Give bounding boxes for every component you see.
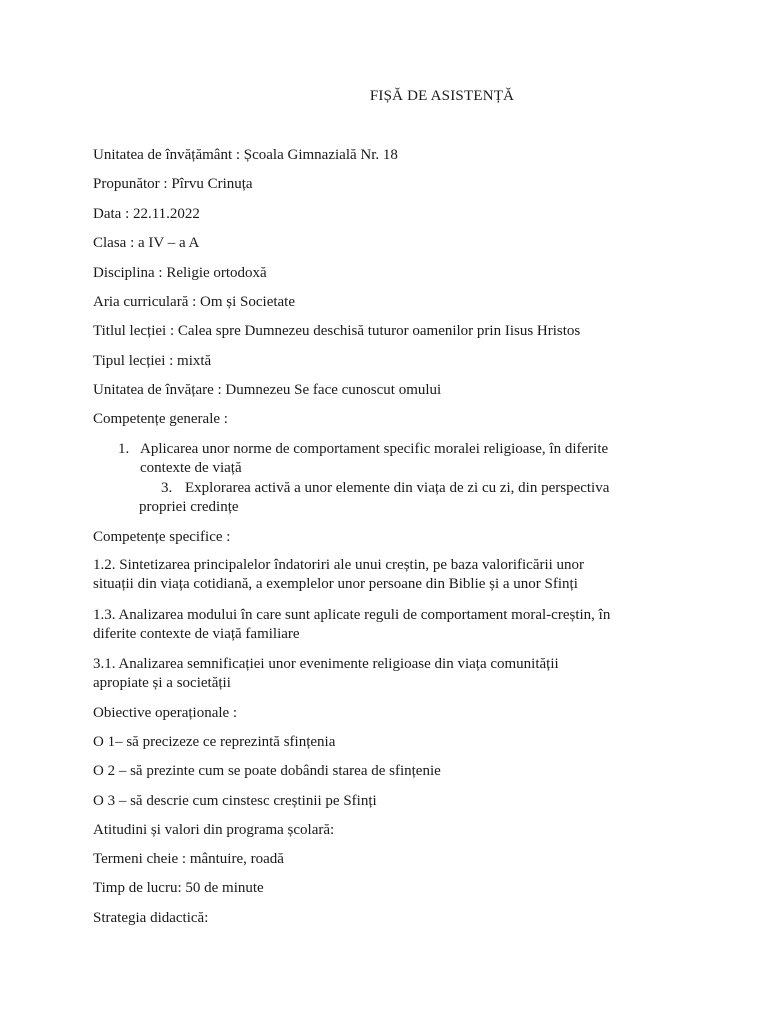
atitudini-label: Atitudini și valori din programa școlară: <box>93 822 335 838</box>
para-line: situații din viața cotidiană, a exemplelor unor persoane din Biblie și a unor Sfinți <box>93 576 578 592</box>
competenta-specifica <box>93 556 678 594</box>
field-tipul: Tipul lecției : mixtă <box>93 353 212 369</box>
obiectiv-2: O 2 – să prezinte cum se poate dobândi starea de sfințenie <box>93 763 441 779</box>
para-line: diferite contexte de viață familiare <box>93 626 300 642</box>
field-aria: Aria curriculară : Om și Societate <box>93 294 296 310</box>
competenta-specifica <box>93 606 678 644</box>
field-unitatea-invatare: Unitatea de învățare : Dumnezeu Se face cunoscut omului <box>93 382 442 398</box>
document-title: FIȘĂ DE ASISTENȚĂ <box>369 88 515 104</box>
list-number: 3. <box>161 480 173 496</box>
field-titlul: Titlul lecției : Calea spre Dumnezeu deschisă tuturor oamenilor prin Iisus Hristos <box>93 323 581 339</box>
field-clasa: Clasa : a IV – a A <box>93 235 200 251</box>
list-text-line1: Aplicarea unor norme de comportament specific moralei religioase, în diferite <box>140 441 609 457</box>
para-line: 1.3. Analizarea modului în care sunt aplicate reguli de comportament moral-creștin, în <box>93 607 611 623</box>
competente-generale-label: Competențe generale : <box>93 411 228 427</box>
field-disciplina: Disciplina : Religie ortodoxă <box>93 265 267 281</box>
obiective-label: Obiective operaționale : <box>93 705 238 721</box>
list-item <box>118 440 608 478</box>
para-line: 1.2. Sintetizarea principalelor îndatoriri ale unui creștin, pe baza valorificării unor <box>93 557 585 573</box>
list-item <box>139 479 610 517</box>
field-data: Data : 22.11.2022 <box>93 206 200 222</box>
list-text-line1: Explorarea activă a unor elemente din viața de zi cu zi, din perspectiva <box>185 480 610 496</box>
termeni-cheie: Termeni cheie : mântuire, roadă <box>93 851 284 867</box>
competente-specifice-label: Competențe specifice : <box>93 529 231 545</box>
strategia-didactica: Strategia didactică: <box>93 910 209 926</box>
para-line: apropiate și a societății <box>93 675 231 691</box>
obiectiv-3: O 3 – să descrie cum cinstesc creștinii pe Sfinți <box>93 793 377 809</box>
field-unitatea: Unitatea de învățământ : Școala Gimnazială Nr. 18 <box>93 147 398 163</box>
list-text-line2: propriei credințe <box>139 499 239 515</box>
field-propunator: Propunător : Pîrvu Crinuța <box>93 176 253 192</box>
timp-de-lucru: Timp de lucru: 50 de minute <box>93 880 264 896</box>
list-number: 1. <box>118 441 130 457</box>
obiectiv-1: O 1– să precizeze ce reprezintă sfințenia <box>93 734 336 750</box>
para-line: 3.1. Analizarea semnificației unor evenimente religioase din viața comunității <box>93 656 559 672</box>
competenta-specifica <box>93 655 678 693</box>
list-text-line2: contexte de viață <box>140 460 242 476</box>
